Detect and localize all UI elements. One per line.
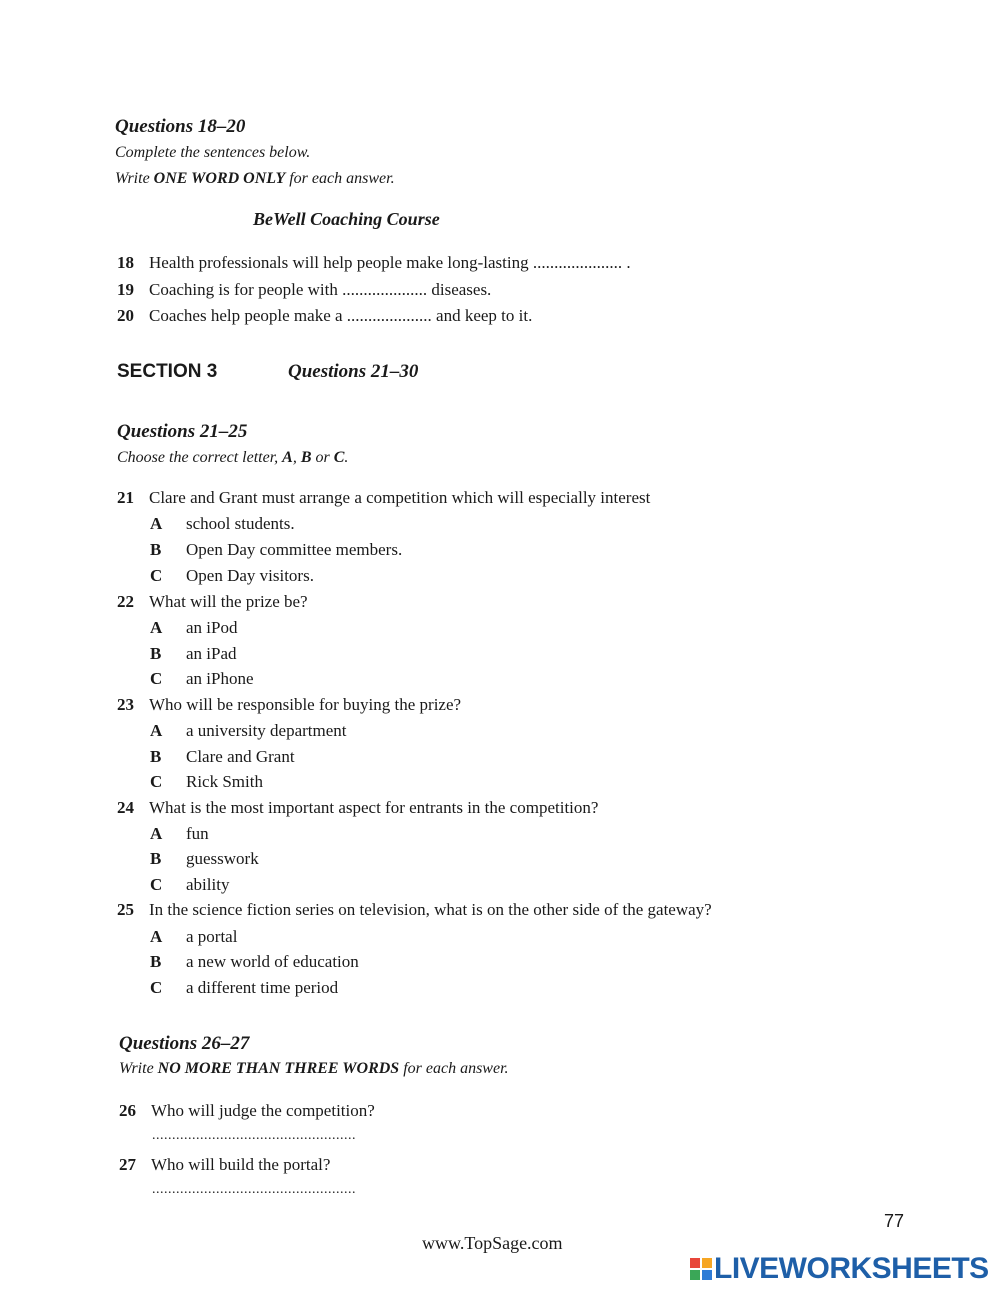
question-23: 23 Who will be responsible for buying the prize? (117, 695, 462, 714)
sentence-item: 19 Coaching is for people with .................... diseases. (117, 280, 492, 299)
option-c: C Rick Smith (150, 772, 263, 791)
option-c: C a different time period (150, 978, 339, 997)
option-b: B Clare and Grant (150, 747, 295, 766)
liveworksheets-logo (690, 1252, 989, 1286)
option-a: A school students. (150, 514, 295, 533)
option-a: A a university department (150, 721, 347, 740)
option-b: B Open Day committee members. (150, 540, 403, 559)
instruction-one-word: Write ONE WORD ONLY for each answer. (115, 170, 395, 187)
instruction-three-words: Write NO MORE THAN THREE WORDS for each answer. (119, 1060, 509, 1077)
question-24: 24 What is the most important aspect for entrants in the competition? (117, 798, 599, 817)
website-url: www.TopSage.com (422, 1233, 563, 1253)
answer-line-27[interactable]: ................................................... (152, 1182, 356, 1197)
question-22: 22 What will the prize be? (117, 592, 308, 611)
option-b: B guesswork (150, 849, 259, 868)
sentence-item: 20 Coaches help people make a .................... and keep to it. (117, 306, 533, 325)
question-27: 27 Who will build the portal? (119, 1155, 331, 1174)
question-21: 21 Clare and Grant must arrange a competition which will especially interest (117, 488, 651, 507)
question-25: 25 In the science fiction series on television, what is on the other side of the gateway? (117, 900, 712, 919)
option-a: A a portal (150, 927, 238, 946)
option-c: C an iPhone (150, 669, 254, 688)
questions-21-25-heading: Questions 21–25 (117, 421, 248, 442)
instruction-complete: Complete the sentences below. (115, 144, 311, 161)
course-title: BeWell Coaching Course (253, 209, 440, 229)
answer-line-26[interactable]: ................................................... (152, 1128, 356, 1143)
option-c: C Open Day visitors. (150, 566, 314, 585)
option-a: A fun (150, 824, 209, 843)
page-number: 77 (884, 1211, 905, 1231)
questions-18-20-heading: Questions 18–20 (115, 116, 246, 137)
section-3-label: SECTION 3 (117, 361, 218, 382)
question-26: 26 Who will judge the competition? (119, 1101, 375, 1120)
section-3-range: Questions 21–30 (288, 361, 419, 382)
option-b: B a new world of education (150, 952, 359, 971)
option-c: C ability (150, 875, 230, 894)
instruction-choose-letter: Choose the correct letter, A, B or C. (117, 449, 349, 466)
option-b: B an iPad (150, 644, 237, 663)
questions-26-27-heading: Questions 26–27 (119, 1033, 250, 1054)
sentence-item: 18 Health professionals will help people make long-lasting ..................... . (117, 253, 631, 272)
liveworksheets-logo-icon (690, 1258, 712, 1280)
liveworksheets-brand: LIVEWORKSHEETS (714, 1252, 989, 1285)
option-a: A an iPod (150, 618, 238, 637)
